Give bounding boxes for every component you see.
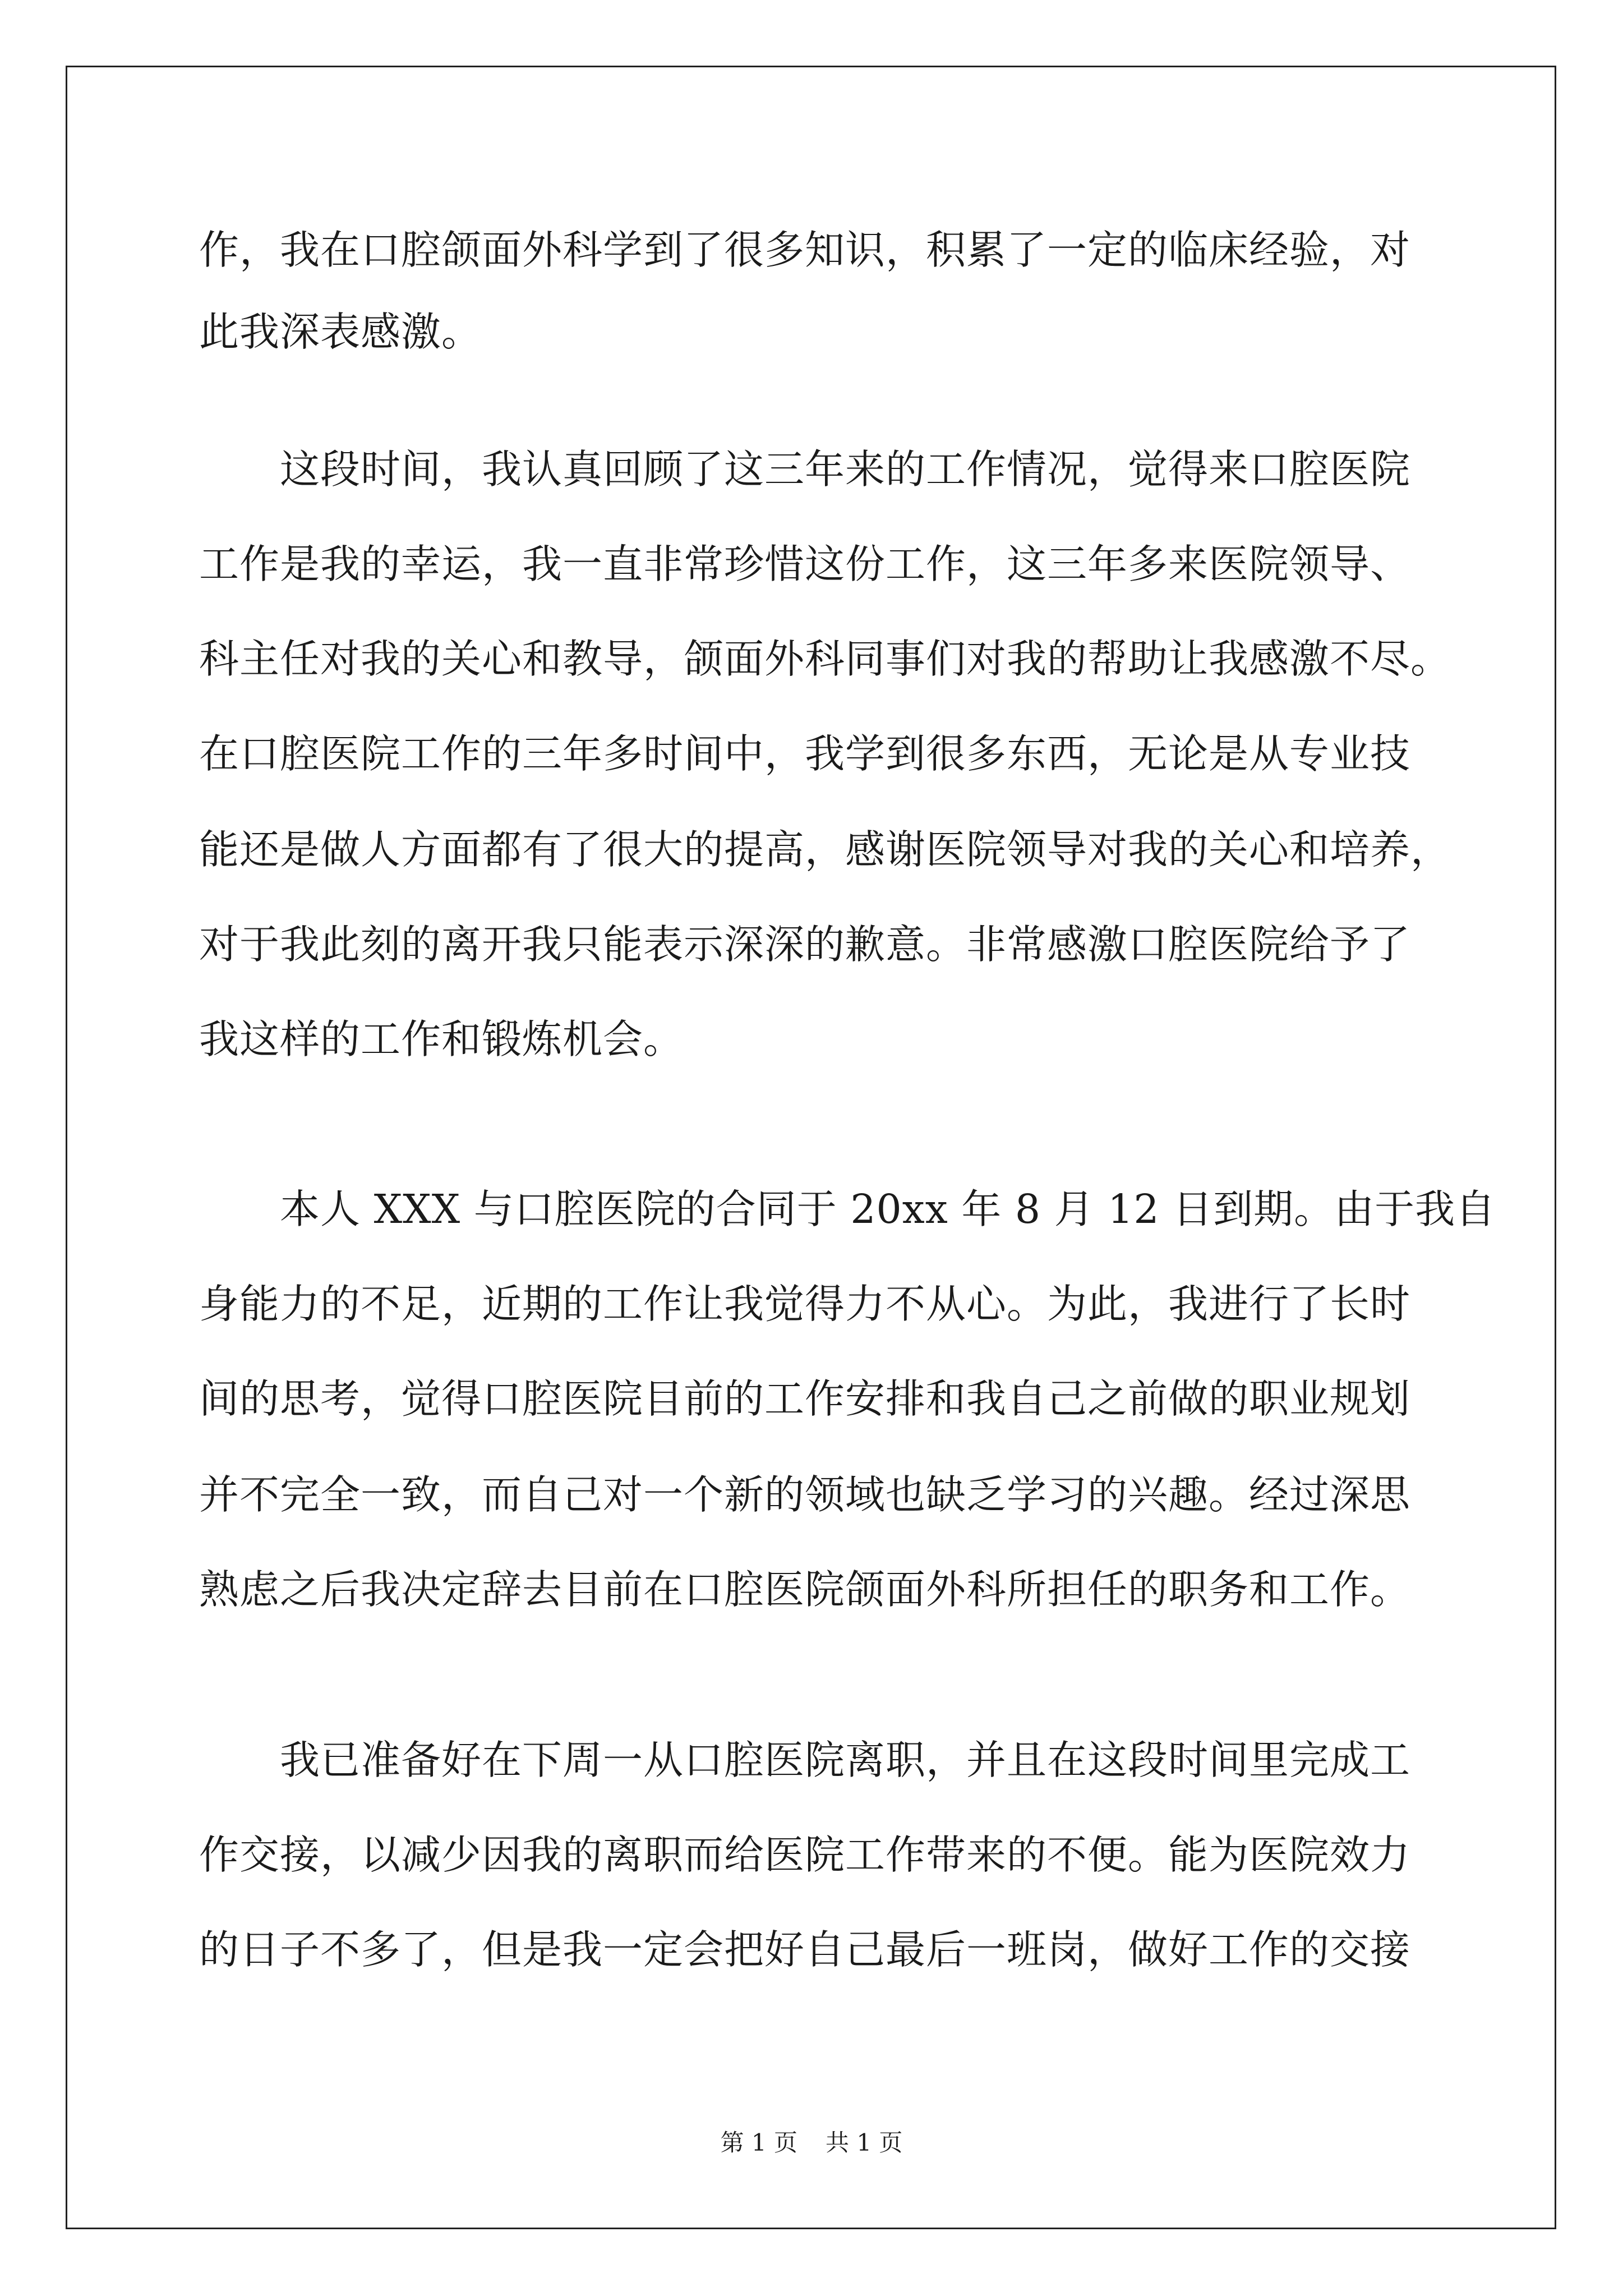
page-border — [66, 66, 1556, 2229]
text-line: 对于我此刻的离开我只能表示深深的歉意。非常感激口腔医院给予了 — [199, 921, 1411, 968]
text-line: 在口腔医院工作的三年多时间中，我学到很多东西，无论是从专业技 — [199, 730, 1411, 777]
text-line: 此我深表感激。 — [199, 309, 482, 355]
text-line: 熟虑之后我决定辞去目前在口腔医院颌面外科所担任的职务和工作。 — [199, 1566, 1411, 1613]
text-line: 工作是我的幸运，我一直非常珍惜这份工作，这三年多来医院领导、 — [199, 541, 1411, 587]
text-line: 我这样的工作和锻炼机会。 — [199, 1016, 684, 1062]
text-line: 本人 XXX 与口腔医院的合同于 20xx 年 8 月 12 日到期。由于我自 — [199, 1186, 1496, 1232]
text-line: 身能力的不足，近期的工作让我觉得力不从心。为此，我进行了长时 — [199, 1281, 1411, 1327]
text-line: 能还是做人方面都有了很大的提高，感谢医院领导对我的关心和培养， — [199, 826, 1451, 873]
text-line: 科主任对我的关心和教导，颌面外科同事们对我的帮助让我感激不尽。 — [199, 636, 1451, 682]
text-line: 并不完全一致，而自己对一个新的领域也缺乏学习的兴趣。经过深思 — [199, 1471, 1411, 1518]
text-line: 这段时间，我认真回顾了这三年来的工作情况，觉得来口腔医院 — [199, 446, 1411, 493]
page-footer — [0, 2126, 1623, 2160]
page-total: 共 1 页 — [826, 2129, 903, 2156]
text-line: 的日子不多了，但是我一定会把好自己最后一班岗，做好工作的交接 — [199, 1926, 1411, 1973]
text-line: 作交接，以减少因我的离职而给医院工作带来的不便。能为医院效力 — [199, 1832, 1411, 1878]
text-line: 我已准备好在下周一从口腔医院离职，并且在这段时间里完成工 — [199, 1737, 1411, 1783]
text-line: 作，我在口腔颌面外科学到了很多知识，积累了一定的临床经验，对 — [199, 227, 1411, 273]
text-line: 间的思考，觉得口腔医院目前的工作安排和我自己之前做的职业规划 — [199, 1375, 1411, 1422]
page-number: 第 1 页 — [720, 2129, 797, 2156]
